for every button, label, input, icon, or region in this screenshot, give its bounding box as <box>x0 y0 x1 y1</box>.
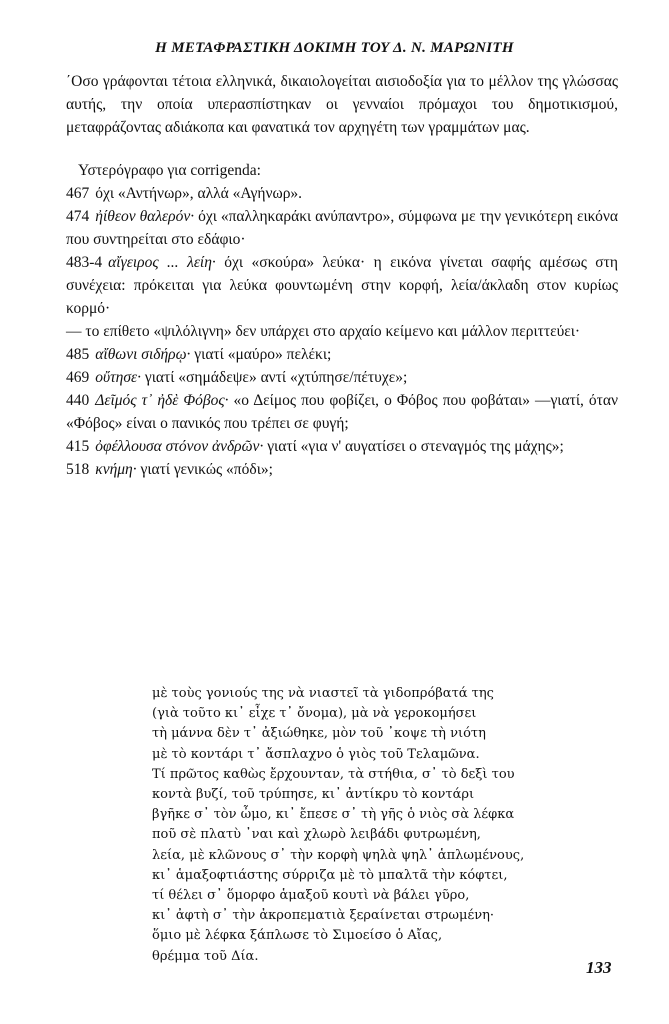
poem-line: ὅμιο μὲ λέφκα ξάπλωσε τὸ Σιμοείσο ὁ Αἴας, <box>152 928 443 944</box>
corrigenda-entry <box>66 343 618 366</box>
greek-lemma: ὀφέλλουσα στόνον ἀνδρῶν· <box>95 438 264 455</box>
poem-line: κι᾽ ἁμαξοφτιάστης σύρριζα μὲ τὸ μπαλτᾶ τὴν κόφτει, <box>152 867 508 883</box>
postscript-title: Υστερόγραφο για corrigenda: <box>78 162 261 179</box>
poem-line: κι᾽ ἀφτὴ σ᾽ τὴν ἀκροπεματιὰ ξεραίνεται στρωμένη· <box>152 908 495 924</box>
verse-number: 518 <box>66 461 90 478</box>
entry-comment: όχι «Αντήνωρ», αλλά «Αγήνωρ». <box>95 185 303 202</box>
poem-line: θρέμμα τοῦ Δία. <box>152 948 259 964</box>
verse-number: 469 <box>66 369 90 386</box>
corrigenda-entry <box>66 366 618 389</box>
poem-line: Τί πρῶτος καθὼς ἔρχουνταν, τὰ στήθια, σ᾽ τὸ δεξὶ του <box>152 766 515 782</box>
greek-lemma: ἠίθεον θαλερόν· <box>95 208 195 225</box>
poem-line: λεία, μὲ κλῶνους σ᾽ τὴν κορφὴ ψηλὰ ψηλ᾽ ἁπλωμένους, <box>152 847 525 863</box>
poem-line: κοντὰ βυζί, τοῦ τρύπησε, κι᾽ ἀντίκρυ τὸ κοντάρι <box>152 787 475 803</box>
corrigenda-entry <box>66 389 618 435</box>
corrigenda-entry <box>66 320 618 343</box>
corrigenda-entry <box>66 205 618 251</box>
main-text <box>66 70 618 481</box>
verse-number: 474 <box>66 208 90 225</box>
greek-lemma: Δεῖμός τ᾽ ἠδὲ Φόβος· <box>95 392 229 409</box>
poem-line: μὲ τὸ κοντάρι τ᾽ ἄσπλαχνο ὁ γιὸς τοῦ Τελαμῶνα. <box>152 746 480 762</box>
entry-comment: γιατί «μαύρο» πελέκι; <box>194 346 332 363</box>
poem-line: (γιὰ τοῦτο κι᾽ εἶχε τ᾽ ὄνομα), μὰ νὰ γεροκομήσει <box>152 706 477 722</box>
corrigenda-entry <box>66 182 618 205</box>
greek-lemma: αἴγειρος ... λείη· <box>108 254 216 271</box>
page-number: 133 <box>586 958 612 977</box>
poem-line: ποῦ σὲ πλατὺ ᾽ναι καὶ χλωρὸ λειβάδι φυτρωμένη, <box>152 827 481 843</box>
greek-lemma: οὔτησε· <box>95 369 141 386</box>
poem-line: τί θέλει σ᾽ ὅμορφο ἁμαξοῦ κουτὶ νὰ βάλει γῦρο, <box>152 888 470 904</box>
entry-comment: γιατί «σημάδεψε» αντί «χτύπησε/πέτυχε»; <box>144 369 408 386</box>
entry-comment: — το επίθετο «ψιλόλιγνη» δεν υπάρχει στο αρχαίο κείμενο και μάλλον περιττεύει· <box>66 323 581 340</box>
entry-comment: όχι «παλληκαράκι ανύπαντρο», σύμφωνα με την γενικότερη εικόνα που συντηρείται στο εδάφιο· <box>66 208 618 248</box>
intro-paragraph: ΄Οσο γράφονται τέτοια ελληνικά, δικαιολογείται αισιοδοξία για το μέλλον της γλώσσας αυτής, την οποία υπερασπίστηκαν οι γενναίοι πρόμαχοι του δημοτικισμού, μεταφράζοντας αδιάκοπα και φανατικά τον αρχηγέτη των γραμμάτων μας. <box>66 73 618 136</box>
verse-number: 485 <box>66 346 90 363</box>
corrigenda-entry <box>66 458 618 481</box>
corrigenda-list <box>66 182 618 481</box>
corrigenda-entry <box>66 251 618 320</box>
corrigenda-entry <box>66 435 618 458</box>
entry-comment: «ο Δείμος που φοβίζει, ο Φόβος που φοβάται» —γιατί, όταν «Φόβος» είναι ο πανικός που τρέπει σε φυγή; <box>66 392 618 432</box>
poem-line: βγῆκε σ᾽ τὸν ὦμο, κι᾽ ἔπεσε σ᾽ τὴ γῆς ὁ νιὸς σὰ λέφκα <box>152 807 515 823</box>
poem-quotation <box>152 684 572 967</box>
entry-comment: γιατί γενικώς «πόδι»; <box>140 461 273 478</box>
poem-line: μὲ τοὺς γονιούς της νὰ νιαστεῖ τὰ γιδοπρόβατά της <box>152 686 494 701</box>
verse-number: 415 <box>66 438 90 455</box>
entry-comment: όχι «σκούρα» λεύκα· η εικόνα γίνεται σαφής αμέσως στη συνέχεια: πρόκειται για λεύκα φουντωμένη στην κορφή, λεία/άκλαδη στον κυρίως κορμό· <box>66 254 618 317</box>
verse-number: 483-4 <box>66 254 103 271</box>
verse-number: 467 <box>66 185 90 202</box>
running-header: Η ΜΕΤΑΦΡΑΣΤΙΚΗ ΔΟΚΙΜΗ ΤΟΥ Δ. Ν. ΜΑΡΩΝΙΤΗ <box>155 40 514 56</box>
entry-comment: γιατί «για ν' αυγατίσει ο στεναγμός της μάχης»; <box>267 438 564 455</box>
greek-lemma: κνήμη· <box>95 461 137 478</box>
verse-number: 440 <box>66 392 90 409</box>
greek-lemma: αἴθωνι σιδήρῳ· <box>95 346 191 363</box>
poem-line: τὴ μάννα δὲν τ᾽ ἀξιώθηκε, μὸν τοῦ ᾽κοψε τὴ νιότη <box>152 726 486 742</box>
